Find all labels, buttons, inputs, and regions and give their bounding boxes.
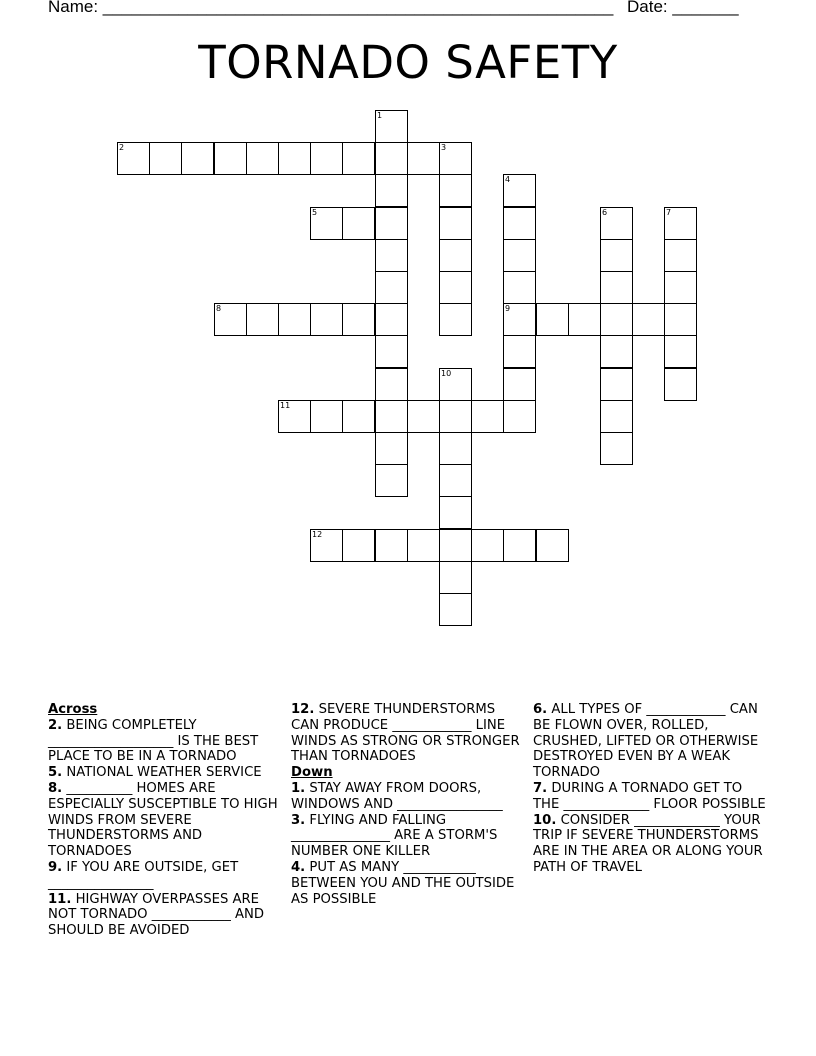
grid-cell[interactable] bbox=[536, 529, 569, 562]
clue-across-2: 2. BEING COMPLETELY ___________________ IS THE BEST PLACE TO BE IN A TORNADO bbox=[48, 717, 259, 765]
grid-cell[interactable] bbox=[278, 142, 311, 175]
grid-cell[interactable] bbox=[503, 239, 536, 272]
grid-cell[interactable] bbox=[503, 400, 536, 433]
grid-cell[interactable] bbox=[503, 303, 536, 336]
grid-cell[interactable] bbox=[439, 142, 472, 175]
grid-cell[interactable] bbox=[278, 303, 311, 336]
grid-cell[interactable] bbox=[375, 464, 408, 497]
clue-number: 11 bbox=[280, 401, 291, 410]
grid-cell[interactable] bbox=[246, 303, 279, 336]
grid-cell[interactable] bbox=[664, 368, 697, 401]
grid-cell[interactable] bbox=[664, 239, 697, 272]
grid-cell[interactable] bbox=[664, 335, 697, 368]
grid-cell[interactable] bbox=[375, 207, 408, 240]
grid-cell[interactable] bbox=[310, 142, 343, 175]
clue-column-3 bbox=[533, 702, 769, 876]
grid-cell[interactable] bbox=[375, 271, 408, 304]
clue-down-10: 10. CONSIDER _____________ YOUR TRIP IF SEVERE THUNDERSTORMS ARE IN THE AREA OR ALONG YOUR PATH OF TRAVEL bbox=[533, 812, 763, 875]
date-field-label: Date: _______ bbox=[627, 0, 739, 16]
clue-number: 6 bbox=[602, 208, 608, 217]
clue-number: 9 bbox=[505, 304, 511, 313]
clue-down-4: 4. PUT AS MANY ___________ BETWEEN YOU AND THE OUTSIDE AS POSSIBLE bbox=[291, 859, 515, 907]
clue-number: 4 bbox=[505, 175, 511, 184]
grid-cell[interactable] bbox=[600, 303, 633, 336]
grid-cell[interactable] bbox=[375, 142, 408, 175]
clue-number: 3 bbox=[441, 143, 447, 152]
grid-cell[interactable] bbox=[439, 271, 472, 304]
grid-cell[interactable] bbox=[439, 174, 472, 207]
clue-number: 5 bbox=[312, 208, 318, 217]
grid-cell[interactable] bbox=[375, 174, 408, 207]
clue-across-5: 5. NATIONAL WEATHER SERVICE bbox=[48, 765, 262, 781]
grid-cell[interactable] bbox=[439, 432, 472, 465]
grid-cell[interactable] bbox=[536, 303, 569, 336]
grid-cell[interactable] bbox=[375, 110, 408, 143]
clue-across-8: 8. __________ HOMES ARE ESPECIALLY SUSCEPTIBLE TO HIGH WINDS FROM SEVERE THUNDERSTORMS AND TORNADOES bbox=[48, 780, 278, 860]
grid-cell[interactable] bbox=[503, 368, 536, 401]
grid-cell[interactable] bbox=[439, 529, 472, 562]
grid-cell[interactable] bbox=[181, 142, 214, 175]
grid-cell[interactable] bbox=[149, 142, 182, 175]
clue-down-6: 6. ALL TYPES OF ____________ CAN BE FLOWN OVER, ROLLED, CRUSHED, LIFTED OR OTHERWISE DESTROYED EVEN BY A WEAK TORNADO bbox=[533, 702, 759, 781]
grid-cell[interactable] bbox=[214, 303, 247, 336]
grid-cell[interactable] bbox=[503, 174, 536, 207]
grid-cell[interactable] bbox=[214, 142, 247, 175]
grid-cell[interactable] bbox=[600, 239, 633, 272]
grid-cell[interactable] bbox=[632, 303, 665, 336]
grid-cell[interactable] bbox=[342, 400, 375, 433]
grid-cell[interactable] bbox=[310, 303, 343, 336]
grid-cell[interactable] bbox=[471, 529, 504, 562]
grid-cell[interactable] bbox=[375, 303, 408, 336]
grid-cell[interactable] bbox=[503, 207, 536, 240]
page-title: TORNADO SAFETY bbox=[198, 36, 618, 89]
clue-down-1: 1. STAY AWAY FROM DOORS, WINDOWS AND ________________ bbox=[291, 780, 503, 812]
grid-cell[interactable] bbox=[407, 142, 440, 175]
grid-cell[interactable] bbox=[439, 593, 472, 626]
grid-cell[interactable] bbox=[342, 207, 375, 240]
grid-cell[interactable] bbox=[342, 303, 375, 336]
down-heading: Down bbox=[291, 765, 333, 781]
grid-cell[interactable] bbox=[439, 239, 472, 272]
grid-cell[interactable] bbox=[278, 400, 311, 433]
grid-cell[interactable] bbox=[375, 368, 408, 401]
grid-cell[interactable] bbox=[600, 368, 633, 401]
grid-cell[interactable] bbox=[439, 303, 472, 336]
clue-column-2 bbox=[291, 702, 527, 907]
grid-cell[interactable] bbox=[568, 303, 601, 336]
clue-across-9: 9. IF YOU ARE OUTSIDE, GET ________________ bbox=[48, 859, 239, 891]
name-field-label: Name: ______________________________________________________ bbox=[48, 0, 614, 16]
grid-cell[interactable] bbox=[310, 400, 343, 433]
grid-cell[interactable] bbox=[310, 529, 343, 562]
grid-cell[interactable] bbox=[600, 335, 633, 368]
clue-number: 7 bbox=[666, 208, 672, 217]
grid-cell[interactable] bbox=[600, 400, 633, 433]
grid-cell[interactable] bbox=[664, 271, 697, 304]
grid-cell[interactable] bbox=[439, 400, 472, 433]
grid-cell[interactable] bbox=[664, 207, 697, 240]
grid-cell[interactable] bbox=[342, 529, 375, 562]
clue-across-12: 12. SEVERE THUNDERSTORMS CAN PRODUCE ____________ LINE WINDS AS STRONG OR STRONGER THAN TORNADOES bbox=[291, 702, 520, 765]
clue-down-7: 7. DURING A TORNADO GET TO THE _____________ FLOOR POSSIBLE bbox=[533, 780, 766, 812]
grid-cell[interactable] bbox=[439, 496, 472, 529]
grid-cell[interactable] bbox=[375, 432, 408, 465]
grid-cell[interactable] bbox=[375, 335, 408, 368]
grid-cell[interactable] bbox=[246, 142, 279, 175]
grid-cell[interactable] bbox=[375, 529, 408, 562]
grid-cell[interactable] bbox=[471, 400, 504, 433]
clue-column-1 bbox=[48, 702, 284, 939]
grid-cell[interactable] bbox=[439, 207, 472, 240]
clue-across-11: 11. HIGHWAY OVERPASSES ARE NOT TORNADO ____________ AND SHOULD BE AVOIDED bbox=[48, 891, 265, 939]
grid-cell[interactable] bbox=[310, 207, 343, 240]
grid-cell[interactable] bbox=[117, 142, 150, 175]
grid-cell[interactable] bbox=[600, 207, 633, 240]
grid-cell[interactable] bbox=[503, 335, 536, 368]
grid-cell[interactable] bbox=[600, 271, 633, 304]
grid-cell[interactable] bbox=[439, 464, 472, 497]
grid-cell[interactable] bbox=[600, 432, 633, 465]
grid-cell[interactable] bbox=[439, 561, 472, 594]
grid-cell[interactable] bbox=[503, 529, 536, 562]
clue-number: 2 bbox=[119, 143, 125, 152]
clue-number: 8 bbox=[216, 304, 222, 313]
grid-cell[interactable] bbox=[375, 239, 408, 272]
grid-cell[interactable] bbox=[503, 271, 536, 304]
clue-number: 10 bbox=[441, 369, 452, 378]
grid-cell[interactable] bbox=[407, 400, 440, 433]
clue-number: 12 bbox=[312, 530, 323, 539]
clue-number: 1 bbox=[377, 111, 383, 120]
grid-cell[interactable] bbox=[375, 400, 408, 433]
grid-cell[interactable] bbox=[439, 368, 472, 401]
grid-cell[interactable] bbox=[407, 529, 440, 562]
across-heading: Across bbox=[48, 702, 98, 717]
clue-down-3: 3. FLYING AND FALLING _______________ ARE A STORM'S NUMBER ONE KILLER bbox=[291, 812, 498, 860]
grid-cell[interactable] bbox=[342, 142, 375, 175]
grid-cell[interactable] bbox=[664, 303, 697, 336]
